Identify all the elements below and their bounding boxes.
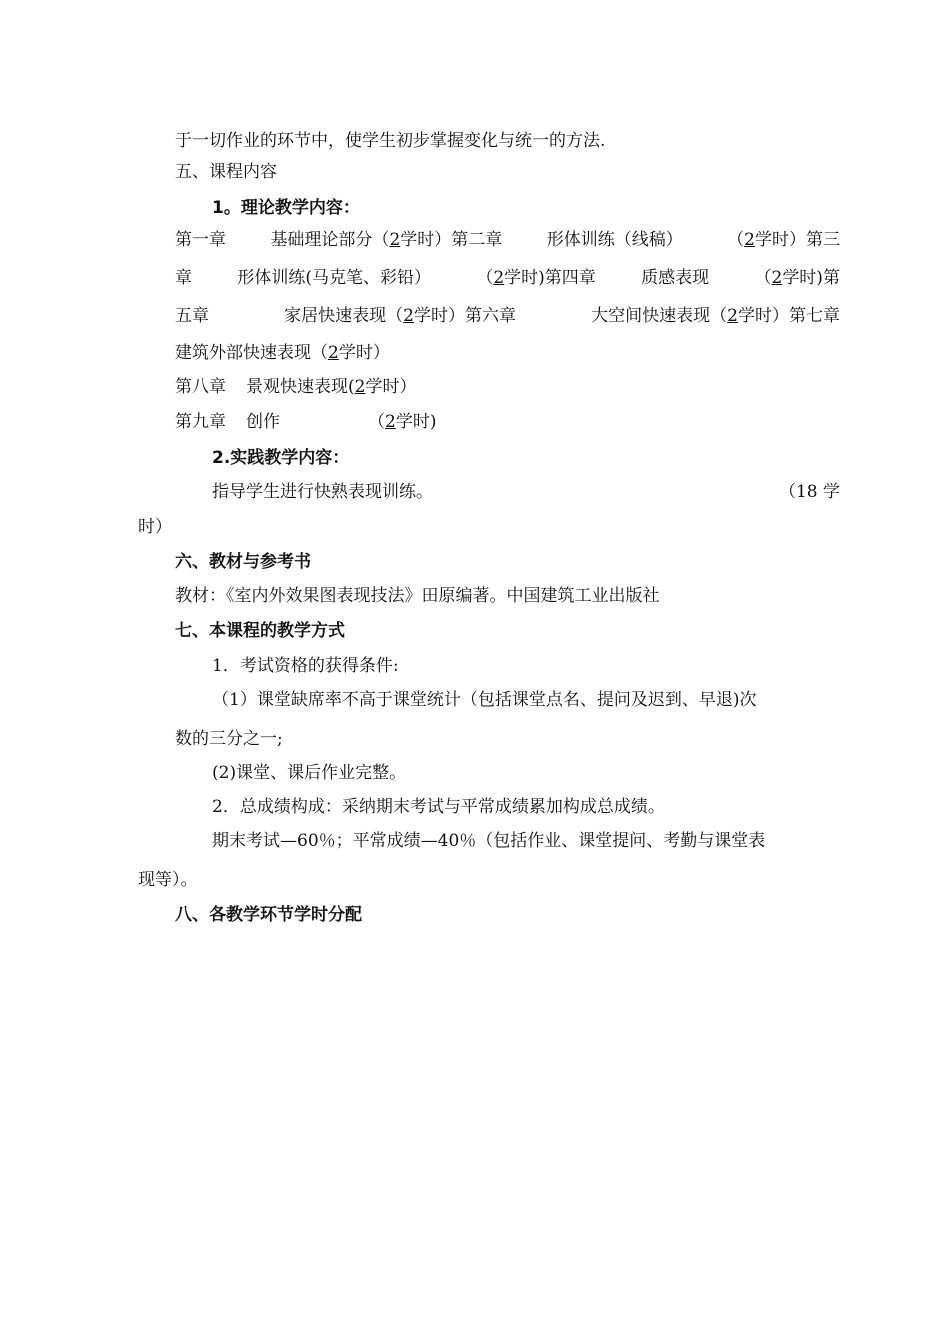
- exam-qualification: 1．考试资格的获得条件:: [212, 656, 399, 676]
- section5-heading: 五、课程内容: [175, 162, 277, 182]
- chapter-line-9: 第九章 创作 （2学时): [175, 412, 437, 432]
- chapter-8-title: 景观快速表现(: [246, 377, 355, 397]
- chapter-3-hours: （2学时)第四章: [476, 268, 596, 288]
- practice-hours-tail: 时）: [138, 517, 172, 537]
- chapter-5-title: 家居快速表现（2学时）第六章: [284, 306, 516, 326]
- chapter-6-title: 大空间快速表现（2学时）第七章: [591, 306, 840, 326]
- chapter-3-tail: 章: [175, 268, 192, 288]
- practice-line: [212, 481, 840, 503]
- grade-composition: 2．总成绩构成：采纳期末考试与平常成绩累加构成总成绩。: [212, 797, 665, 817]
- homework-rule: (2)课堂、课后作业完整。: [212, 763, 407, 783]
- chapter-line-8: 第八章 景观快速表现(2学时）: [175, 377, 417, 397]
- grade-weights-line1: 期末考试—60％；平常成绩—40％（包括作业、课堂提问、考勤与课堂表: [212, 831, 766, 851]
- intro-tail: 于一切作业的环节中，使学生初步掌握变化与统一的方法.: [175, 131, 606, 151]
- chapter-9-label: 第九章: [175, 412, 226, 432]
- textbook-text: 教材：《室内外效果图表现技法》田原编著。中国建筑工业出版社: [175, 586, 660, 606]
- attendance-rule-line1: （1）课堂缺席率不高于课堂统计（包括课堂点名、提问及迟到、早退)次: [212, 690, 757, 710]
- practice-heading: 2.实践教学内容：: [212, 448, 350, 468]
- chapter-line-2: [175, 267, 840, 289]
- chapter-4-hours: （2学时)第: [754, 268, 840, 288]
- section8-heading: 八、各教学环节学时分配: [175, 905, 362, 925]
- chapter-5-label: 五章: [175, 306, 209, 326]
- grade-weights-line2: 现等）。: [138, 870, 198, 890]
- chapter-line-1: [175, 229, 840, 251]
- theory-heading: 1。理论教学内容：: [212, 198, 360, 218]
- chapter-4-title: 质感表现: [641, 268, 710, 288]
- section7-heading: 七、本课程的教学方式: [175, 621, 345, 641]
- chapter-line-3: [175, 305, 840, 327]
- chapter-2-title: 形体训练（线稿）: [546, 230, 683, 250]
- section6-heading: 六、教材与参考书: [175, 552, 311, 572]
- chapter-8-label: 第八章: [175, 377, 226, 397]
- chapter-9-title: 创作: [246, 412, 280, 432]
- chapter-2-hours: （2学时）第三: [727, 230, 840, 250]
- chapter-1-label: 第一章: [175, 230, 226, 250]
- chapter-3-title: 形体训练(马克笔、彩铅）: [237, 268, 431, 288]
- practice-text: 指导学生进行快熟表现训练。: [212, 482, 433, 502]
- chapter-line-4: 建筑外部快速表现（2学时）: [175, 343, 390, 363]
- chapter-1-title: 基础理论部分（2学时）第二章: [270, 230, 503, 250]
- attendance-rule-line2: 数的三分之一;: [175, 729, 283, 749]
- chapter-7-hours: 2: [328, 343, 339, 363]
- chapter-7-title: 建筑外部快速表现（: [175, 343, 328, 363]
- practice-hours: （18 学: [778, 482, 840, 502]
